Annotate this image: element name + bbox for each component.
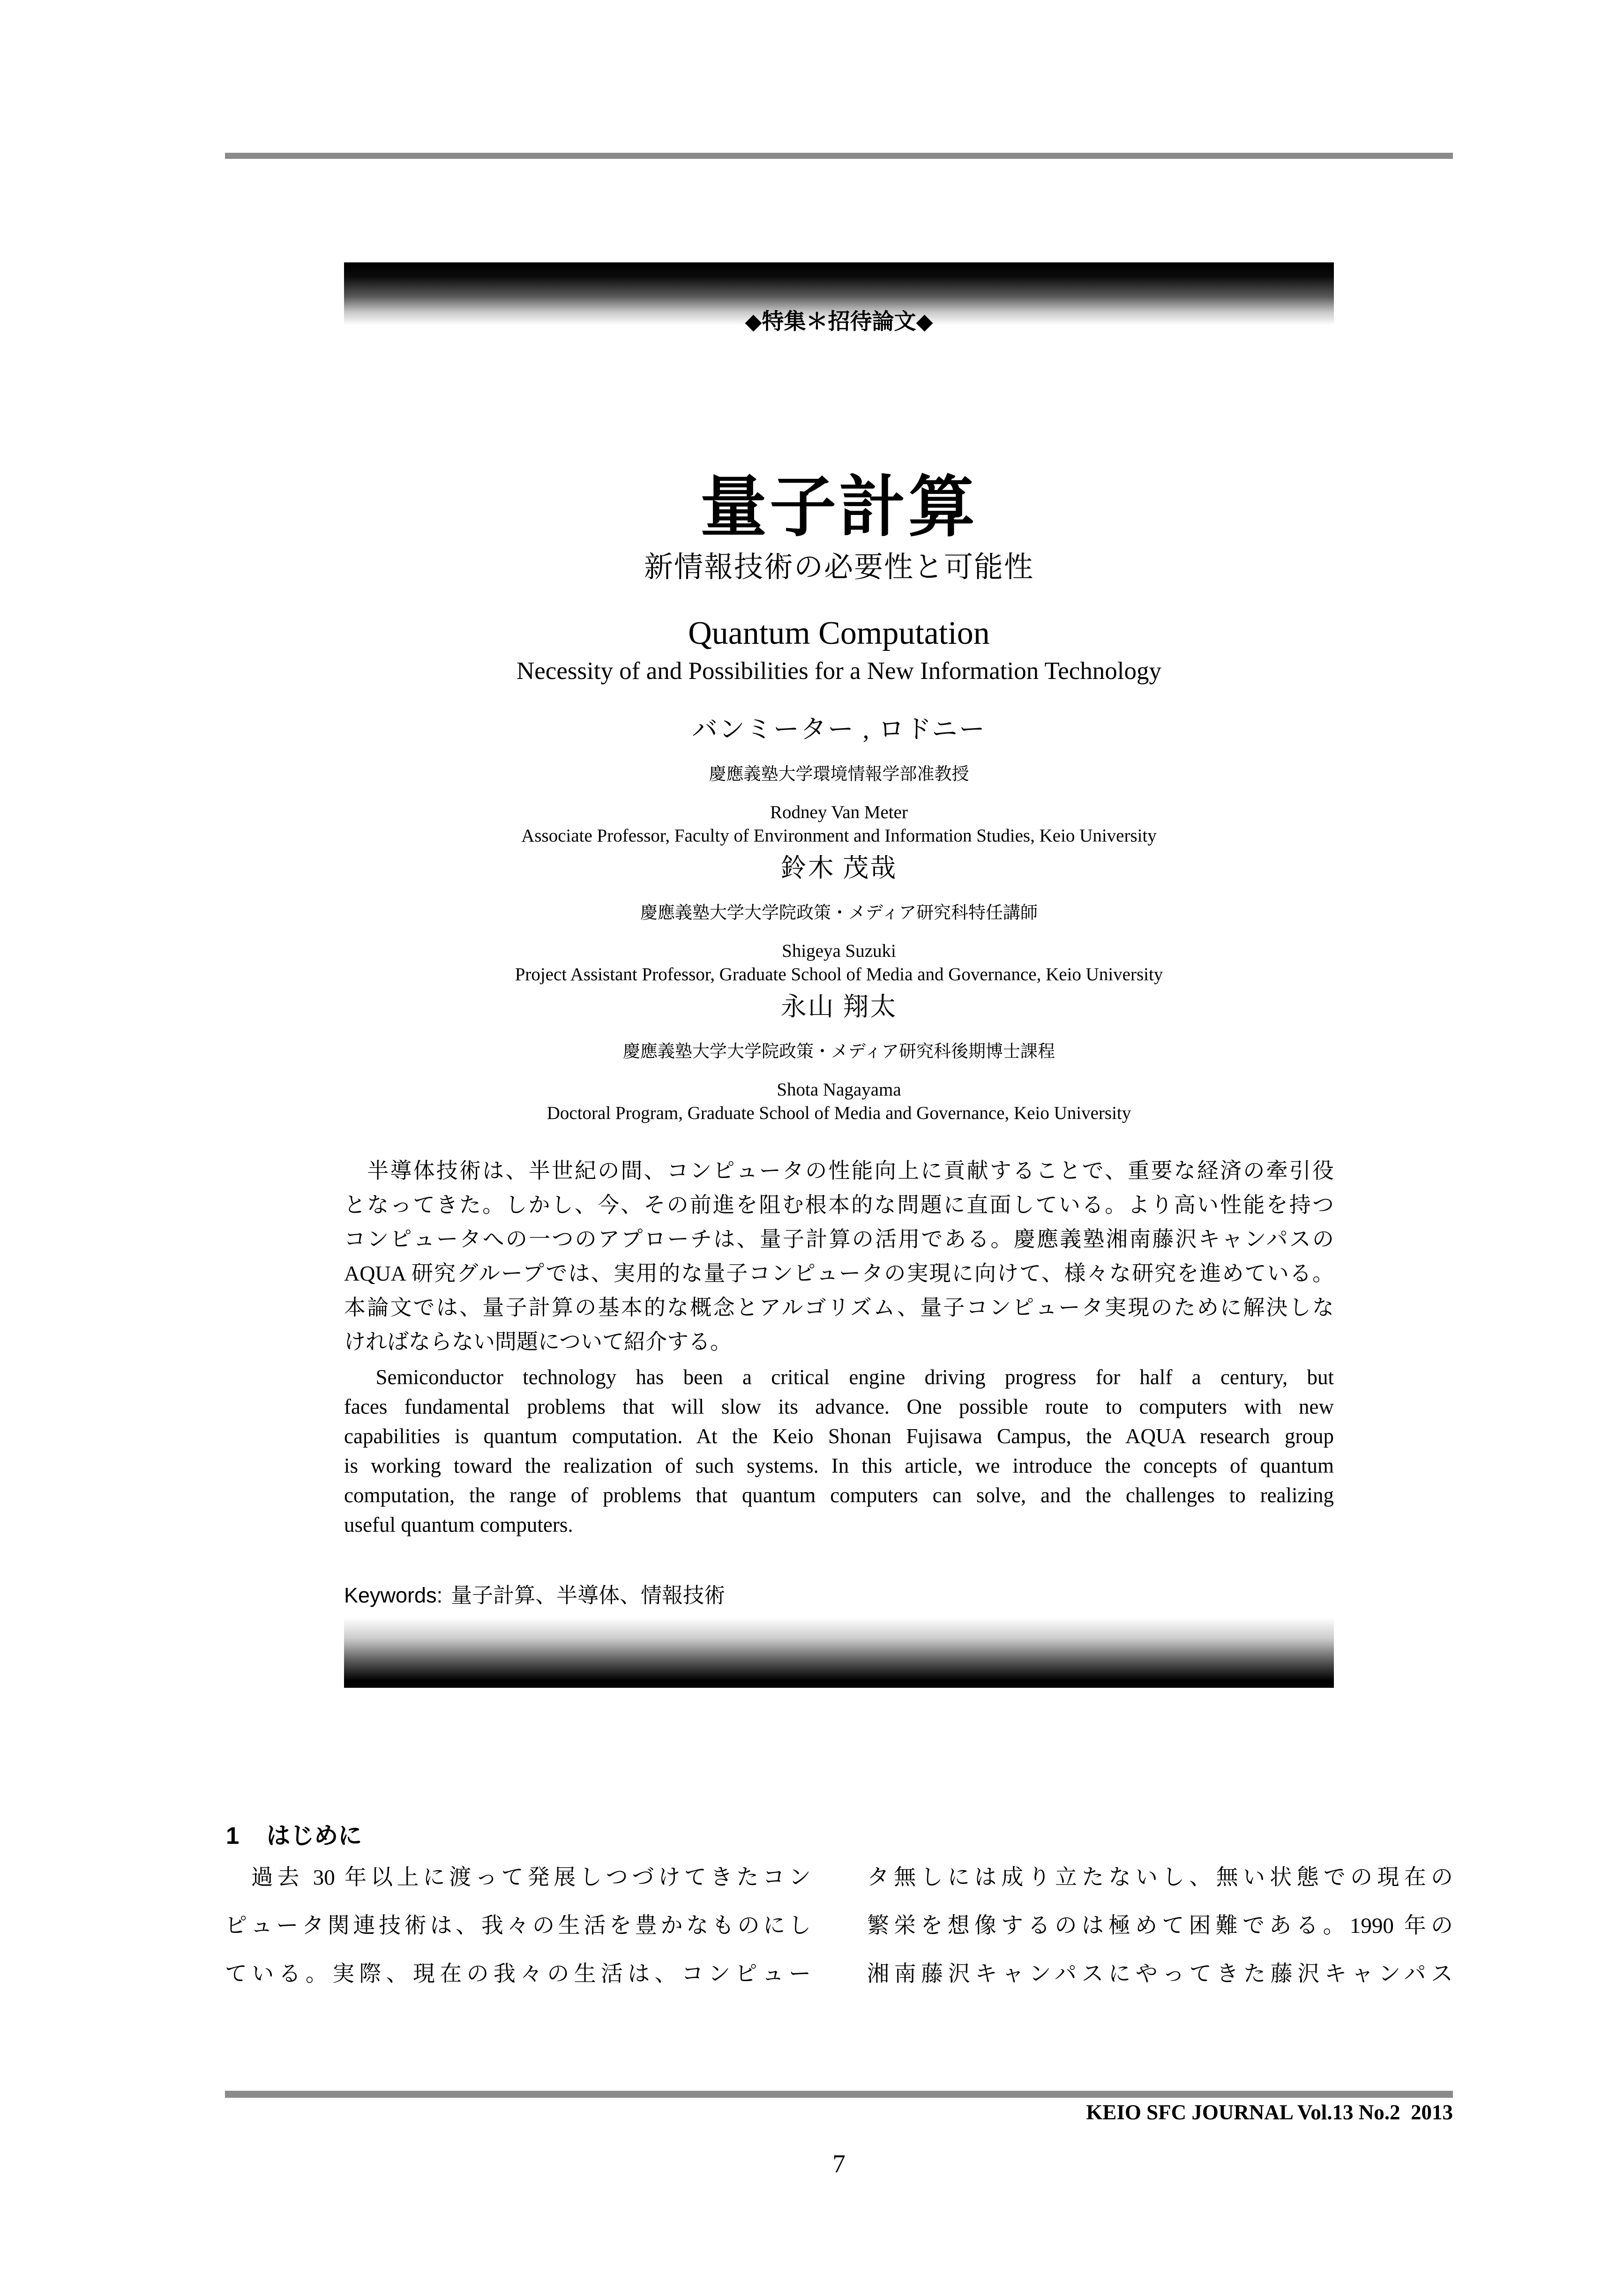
keywords-line <box>344 1578 1334 1609</box>
text-line: 繁栄を想像するのは極めて困難である。1990 年の <box>867 1914 1453 1938</box>
text-line: faces fundamental problems that will slow its advance. One possible route to computers with new <box>344 1395 1334 1418</box>
author-name-en: Shota Nagayama <box>777 1080 901 1100</box>
text-line: タ無しには成り立たないし、無い状態での現在の <box>867 1865 1453 1890</box>
text-line: コンピュータへの一つのアプローチは、量子計算の活用である。慶應義塾湘南藤沢キャンパスの <box>344 1227 1334 1251</box>
text-line: 湘南藤沢キャンパスにやってきた藤沢キャンパス <box>867 1962 1453 1986</box>
author-affiliation-en: Associate Professor, Faculty of Environment and Information Studies, Keio University <box>521 826 1157 846</box>
section-heading <box>226 1816 362 1851</box>
author-name-jp: 鈴木 茂哉 <box>780 854 898 882</box>
abstract-japanese <box>344 1154 1334 1359</box>
section-title: はじめに <box>266 1822 362 1849</box>
body-column-left <box>225 1854 811 1998</box>
title-english: Quantum Computation <box>688 615 990 651</box>
text-line: capabilities is quantum computation. At the Keio Shonan Fujisawa Campus, the AQUA research group <box>344 1424 1334 1448</box>
text-line: 本論文では、量子計算の基本的な概念とアルゴリズム、量子コンピュータ実現のために解決しな <box>344 1296 1334 1319</box>
keywords-label: Keywords: <box>344 1583 443 1607</box>
bottom-banner <box>344 1618 1334 1688</box>
author-block-2 <box>225 847 1453 985</box>
author-name-en: Shigeya Suzuki <box>782 941 896 961</box>
journal-footer: KEIO SFC JOURNAL Vol.13 No.2 2013 <box>1086 2101 1453 2124</box>
text-line: is working toward the realization of such systems. In this article, we introduce the concepts of quantum <box>344 1454 1334 1477</box>
text-line: useful quantum computers. <box>344 1513 573 1536</box>
keywords-text: 量子計算、半導体、情報技術 <box>451 1583 726 1607</box>
abstract-english <box>344 1363 1334 1540</box>
subtitle-english: Necessity of and Possibilities for a New Information Technology <box>516 657 1161 685</box>
body-column-right <box>867 1854 1453 1998</box>
author-affiliation-en: Project Assistant Professor, Graduate School of Media and Governance, Keio University <box>515 964 1163 984</box>
page-content <box>225 0 1453 2296</box>
page-number: 7 <box>832 2149 846 2178</box>
author-block-1 <box>225 708 1453 846</box>
author-affiliation-jp: 慶應義塾大学環境情報学部准教授 <box>709 765 969 784</box>
text-line: AQUA 研究グループでは、実用的な量子コンピュータの実現に向けて、様々な研究を進めている。 <box>344 1261 1334 1285</box>
banner-label: ◆特集＊招待論文◆ <box>745 308 933 334</box>
text-line: ピュータ関連技術は、我々の生活を豊かなものにし <box>225 1914 811 1938</box>
author-name-jp: 永山 翔太 <box>780 992 898 1021</box>
text-line: ている。実際、現在の我々の生活は、コンピュー <box>225 1962 811 1986</box>
author-affiliation-jp: 慶應義塾大学大学院政策・メディア研究科後期博士課程 <box>622 1042 1055 1061</box>
author-name-jp: バンミーター , ロドニー <box>691 715 987 744</box>
author-affiliation-jp: 慶應義塾大学大学院政策・メディア研究科特任講師 <box>640 903 1038 923</box>
section-number: 1 <box>226 1822 239 1849</box>
text-line: ければならない問題について紹介する。 <box>344 1330 732 1354</box>
text-line: となってきた。しかし、今、その前進を阻む根本的な問題に直面している。より高い性能を持つ <box>344 1193 1334 1217</box>
footer-rule <box>225 2091 1453 2098</box>
text-line: Semiconductor technology has been a critical engine driving progress for half a century, but <box>344 1365 1334 1389</box>
body-columns <box>225 1854 1453 1998</box>
special-feature-banner <box>344 262 1334 334</box>
text-line: computation, the range of problems that quantum computers can solve, and the challenges to realizing <box>344 1483 1334 1507</box>
subtitle-japanese: 新情報技術の必要性と可能性 <box>644 552 1034 583</box>
author-affiliation-en: Doctoral Program, Graduate School of Media and Governance, Keio University <box>546 1103 1131 1123</box>
author-block-3 <box>225 986 1453 1124</box>
author-name-en: Rodney Van Meter <box>770 802 908 822</box>
text-line: 過去 30 年以上に渡って発展しつづけてきたコン <box>225 1865 811 1890</box>
title-japanese: 量子計算 <box>700 470 978 544</box>
text-line: 半導体技術は、半世紀の間、コンピュータの性能向上に貢献することで、重要な経済の牽引役 <box>344 1159 1334 1183</box>
